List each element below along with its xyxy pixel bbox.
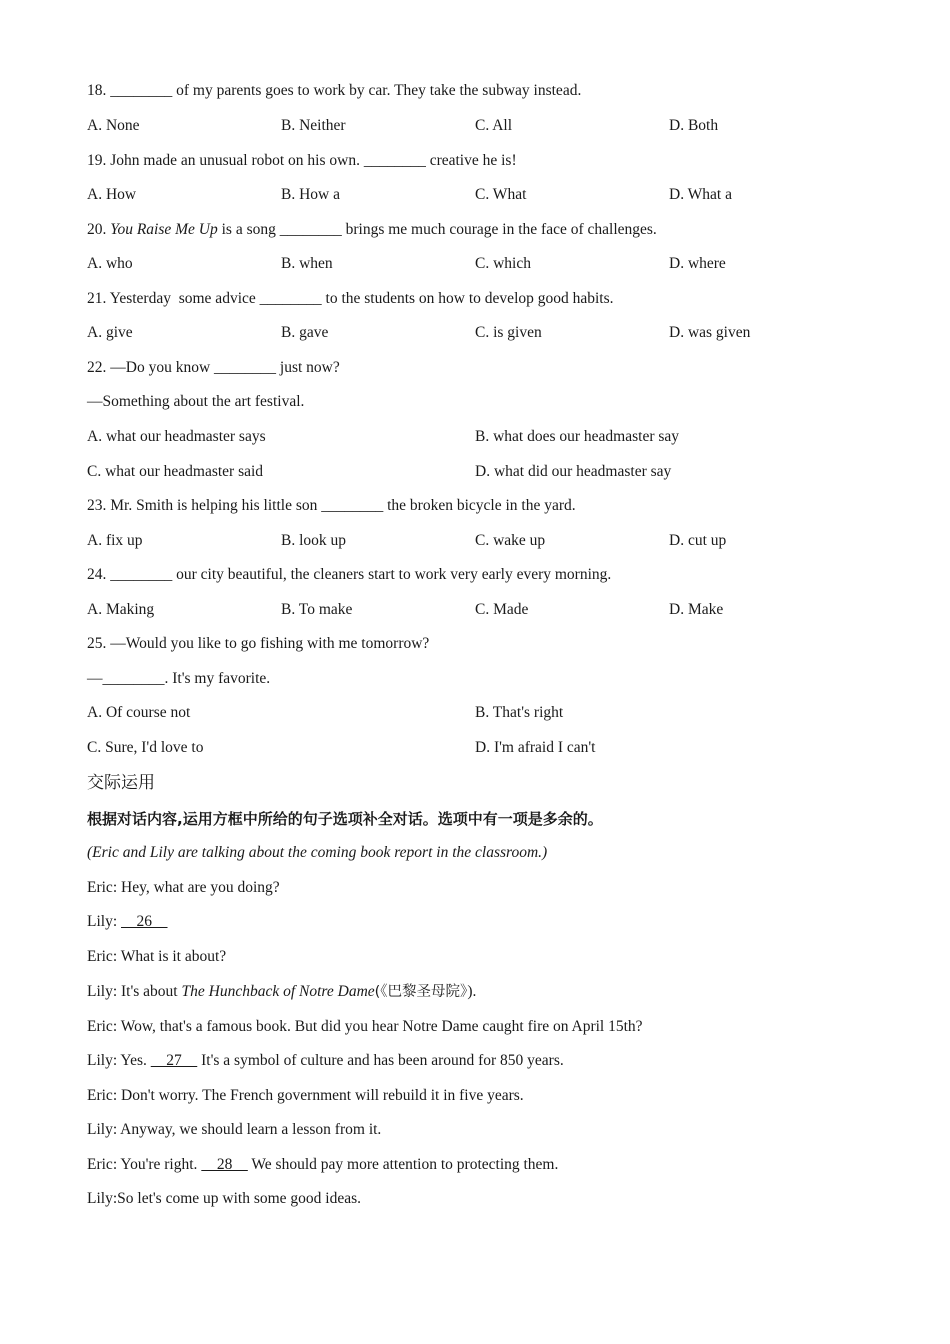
option-a: A. None <box>87 117 140 134</box>
option-a: A. fix up <box>87 532 143 549</box>
question-stem: Yesterday some advice ________ to the students on how to develop good habits. <box>109 290 614 307</box>
question-number: 20. <box>87 221 107 238</box>
blank-26: 26 <box>121 913 168 930</box>
option-c: C. What <box>475 186 527 203</box>
option-b: B. How a <box>281 186 340 203</box>
question-number: 22. <box>87 359 107 376</box>
line-rest: It's a symbol of culture and has been around for 850 years. <box>197 1052 564 1069</box>
question-stem: ________ our city beautiful, the cleaners start to work very early every morning. <box>110 566 612 583</box>
question-stem: —Would you like to go fishing with me tomorrow? <box>110 635 430 652</box>
dialogue-line-8: Lily: Anyway, we should learn a lesson from it. <box>87 1121 382 1138</box>
speaker-text: Lily: Yes. <box>87 1052 151 1069</box>
speaker-text: Lily: It's about <box>87 983 182 1000</box>
option-d: D. where <box>669 255 726 272</box>
dialogue-line-3: Eric: What is it about? <box>87 948 227 965</box>
question-number: 19. <box>87 152 107 169</box>
blank-27: 27 <box>150 1052 198 1069</box>
question-23 <box>87 496 576 516</box>
question-18 <box>87 81 581 101</box>
option-d: D. cut up <box>669 532 727 549</box>
book-title-chinese: (《巴黎圣母院》 <box>374 984 468 1000</box>
dialogue-line-5: Eric: Wow, that's a famous book. But did you hear Notre Dame caught fire on April 15th? <box>87 1018 643 1035</box>
dialogue-line-4 <box>87 982 476 1002</box>
option-d: D. what did our headmaster say <box>475 463 672 480</box>
option-c: C. Made <box>475 601 529 618</box>
question-19 <box>87 151 517 171</box>
option-b: B. when <box>281 255 333 272</box>
speaker-text: Eric: You're right. <box>87 1156 202 1173</box>
option-c: C. All <box>475 117 513 134</box>
question-25 <box>87 634 429 654</box>
question-stem: John made an unusual robot on his own. ________ creative he is! <box>110 152 517 169</box>
question-stem: —Do you know ________ just now? <box>110 359 340 376</box>
dialogue-line-7: Eric: Don't worry. The French government will rebuild it in five years. <box>87 1087 524 1104</box>
question-number: 18. <box>87 82 107 99</box>
dialogue-line-10: Lily:So let's come up with some good ideas. <box>87 1190 362 1207</box>
option-c: C. Sure, I'd love to <box>87 739 204 756</box>
question-stem: Mr. Smith is helping his little son ________ the broken bicycle in the yard. <box>110 497 576 514</box>
question-22 <box>87 358 340 378</box>
option-d: D. What a <box>669 186 732 203</box>
option-a: A. How <box>87 186 137 203</box>
question-stem: ________ of my parents goes to work by car. They take the subway instead. <box>110 82 582 99</box>
option-a: A. who <box>87 255 133 272</box>
dialogue-line-1: Eric: Hey, what are you doing? <box>87 879 280 896</box>
section-instruction: 根据对话内容,运用方框中所给的句子选项补全对话。选项中有一项是多余的。 <box>87 810 603 828</box>
book-title: The Hunchback of Notre Dame <box>181 983 375 1000</box>
question-24 <box>87 565 611 585</box>
option-a: A. what our headmaster says <box>87 428 266 445</box>
speaker-text: Lily: <box>87 913 122 930</box>
question-21 <box>87 289 614 309</box>
blank-28: 28 <box>201 1156 248 1173</box>
option-b: B. To make <box>281 601 353 618</box>
option-b: B. what does our headmaster say <box>475 428 680 445</box>
option-b: B. gave <box>281 324 329 341</box>
option-c: C. what our headmaster said <box>87 463 264 480</box>
option-a: A. Making <box>87 601 155 618</box>
option-d: D. Both <box>669 117 719 134</box>
scene-description: (Eric and Lily are talking about the coming book report in the classroom.) <box>87 844 548 861</box>
option-b: B. Neither <box>281 117 346 134</box>
question-stem: is a song ________ brings me much courage in the face of challenges. <box>217 221 657 238</box>
song-title: You Raise Me Up <box>110 221 218 238</box>
question-number: 24. <box>87 566 107 583</box>
option-c: C. is given <box>475 324 542 341</box>
option-b: B. look up <box>281 532 347 549</box>
dialogue-line-9 <box>87 1155 558 1175</box>
section-heading: 交际运用 <box>87 773 155 793</box>
option-d: D. was given <box>669 324 751 341</box>
question-number: 23. <box>87 497 107 514</box>
option-b: B. That's right <box>475 704 564 721</box>
option-d: D. I'm afraid I can't <box>475 739 596 756</box>
question-25-reply: —________. It's my favorite. <box>87 670 271 687</box>
line-rest: We should pay more attention to protecting them. <box>247 1156 559 1173</box>
question-number: 25. <box>87 635 107 652</box>
option-c: C. wake up <box>475 532 546 549</box>
option-c: C. which <box>475 255 531 272</box>
line-end: ). <box>467 983 477 1000</box>
question-20 <box>87 220 657 240</box>
option-a: A. give <box>87 324 133 341</box>
question-22-reply: —Something about the art festival. <box>87 393 305 410</box>
dialogue-line-6 <box>87 1051 564 1071</box>
option-a: A. Of course not <box>87 704 191 721</box>
dialogue-line-2 <box>87 912 168 932</box>
option-d: D. Make <box>669 601 724 618</box>
question-number: 21. <box>87 290 107 307</box>
